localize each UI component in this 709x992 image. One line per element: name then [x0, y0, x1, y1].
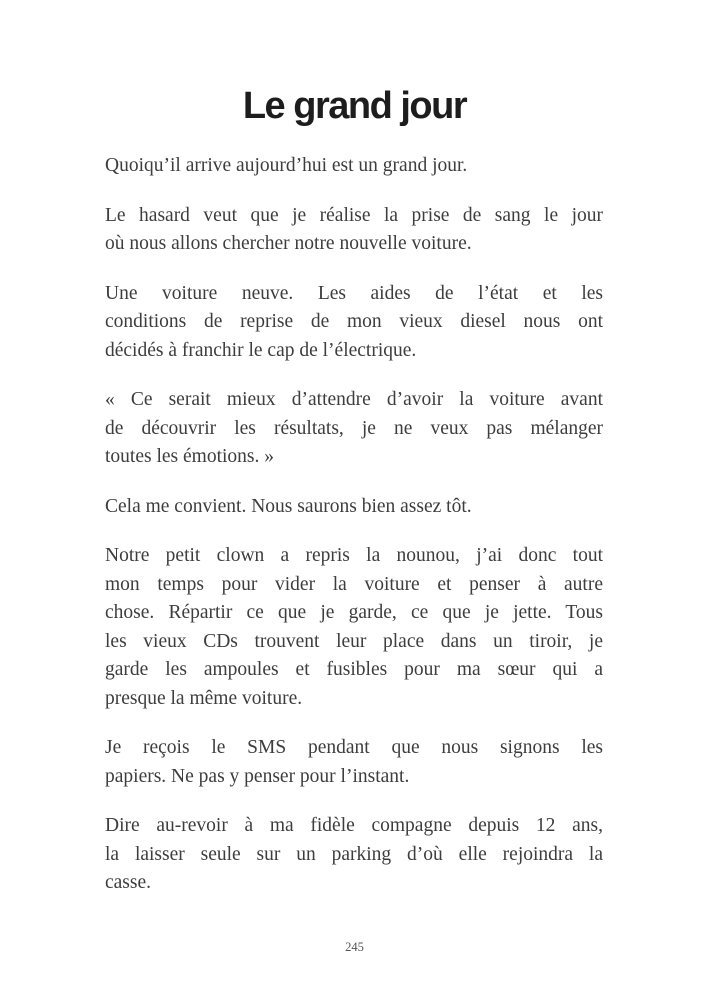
text-line: casse.	[105, 872, 152, 893]
page-content	[105, 152, 603, 919]
paragraph	[105, 542, 603, 713]
paragraph	[105, 202, 603, 259]
text-line: décidés à franchir le cap de l’électrique.	[105, 339, 417, 361]
chapter-title: Le grand jour	[242, 85, 467, 127]
text-line: Cela me convient. Nous saurons bien assez tôt.	[105, 495, 472, 517]
text-line: Le hasard veut que je réalise la prise de sang le jour	[105, 204, 603, 226]
text-line: Une voiture neuve. Les aides de l’état et les	[105, 282, 603, 304]
paragraph	[105, 152, 603, 181]
paragraph	[105, 734, 603, 791]
text-line: Dire au-revoir à ma fidèle compagne depuis 12 ans,	[105, 815, 603, 836]
text-line: presque la même voiture.	[105, 687, 303, 709]
text-line: de découvrir les résultats, je ne veux pas mélanger	[105, 417, 603, 439]
text-line: où nous allons chercher notre nouvelle voiture.	[105, 233, 472, 254]
text-line: papiers. Ne pas y penser pour l’instant.	[105, 765, 410, 787]
text-line: Je reçois le SMS pendant que nous signons les	[105, 737, 603, 758]
text-line: garde les ampoules et fusibles pour ma sœur qui a	[105, 659, 603, 680]
paragraph	[105, 493, 603, 522]
text-line: chose. Répartir ce que je garde, ce que je jette. Tous	[105, 602, 603, 623]
paragraph	[105, 280, 603, 366]
text-line: « Ce serait mieux d’attendre d’avoir la voiture avant	[105, 389, 603, 410]
text-line: les vieux CDs trouvent leur place dans un tiroir, je	[105, 630, 603, 652]
text-line: Notre petit clown a repris la nounou, j’ai donc tout	[105, 545, 603, 566]
paragraph	[105, 386, 603, 472]
text-line: Quoiqu’il arrive aujourd’hui est un grand jour.	[105, 155, 468, 176]
text-line: la laisser seule sur un parking d’où elle rejoindra la	[105, 843, 603, 865]
page-number: 245	[345, 940, 364, 954]
text-line: toutes les émotions. »	[105, 446, 274, 467]
text-line: mon temps pour vider la voiture et penser à autre	[105, 573, 603, 595]
text-line: conditions de reprise de mon vieux diesel nous ont	[105, 311, 603, 332]
paragraph	[105, 812, 603, 898]
